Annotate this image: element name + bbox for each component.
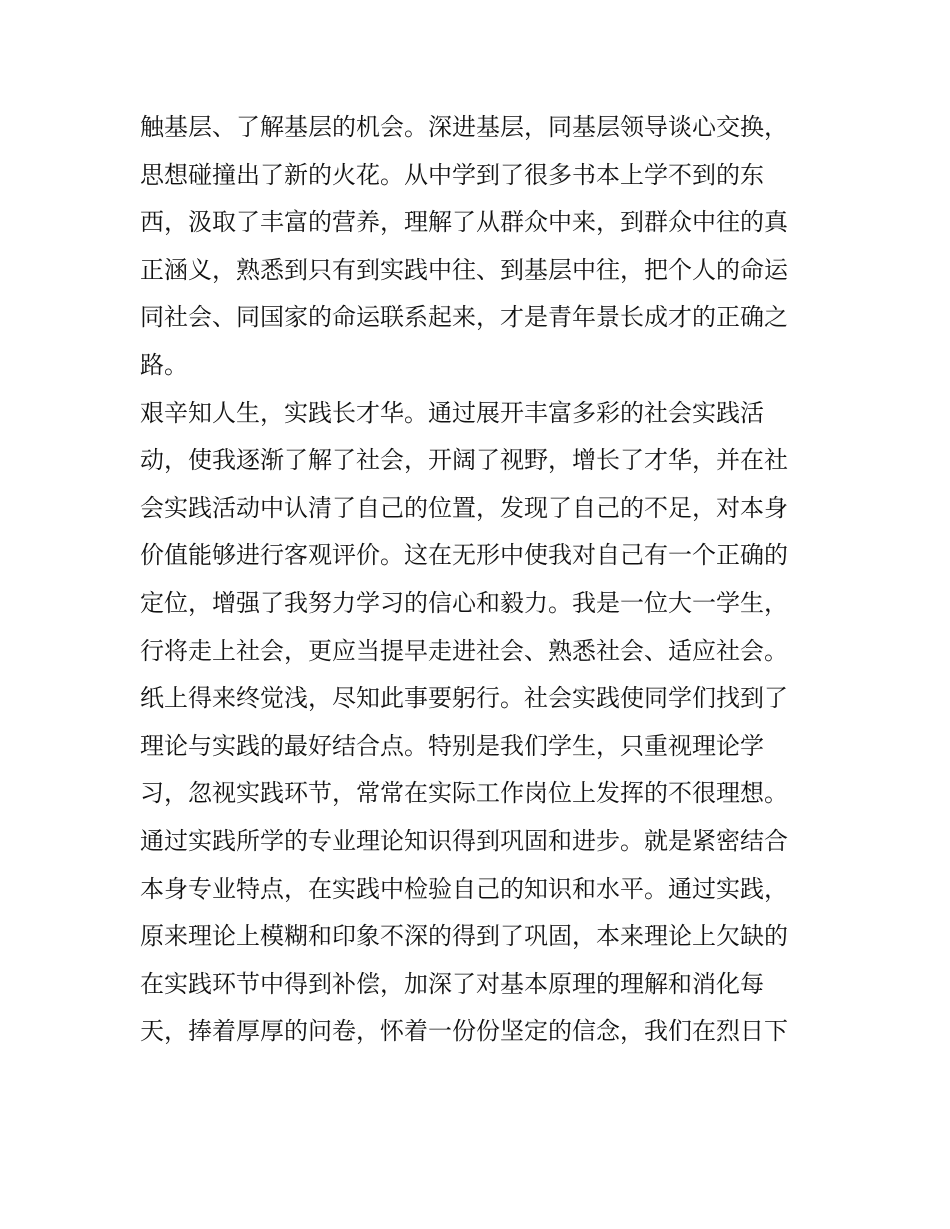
text-line: 天，捧着厚厚的问卷，怀着一份份坚定的信念，我们在烈日下	[140, 1017, 788, 1046]
text-line: 价值能够进行客观评价。这在无形中使我对自己有一个正确的	[140, 541, 788, 570]
text-line: 在实践环节中得到补偿，加深了对基本原理的理解和消化每	[140, 969, 764, 998]
text-line: 正涵义，熟悉到只有到实践中往、到基层中往，把个人的命运	[140, 255, 788, 284]
text-line: 纸上得来终觉浅，尽知此事要躬行。社会实践使同学们找到了	[140, 684, 788, 713]
body-text	[140, 104, 820, 1056]
text-line: 同社会、同国家的命运联系起来，才是青年景长成才的正确之	[140, 303, 788, 332]
text-line: 通过实践所学的专业理论知识得到巩固和进步。就是紧密结合	[140, 826, 788, 855]
text-line: 思想碰撞出了新的火花。从中学到了很多书本上学不到的东	[140, 160, 764, 189]
text-line: 理论与实践的最好结合点。特别是我们学生，只重视理论学	[140, 731, 764, 760]
text-line: 习，忽视实践环节，常常在实际工作岗位上发挥的不很理想。	[140, 779, 788, 808]
text-line: 动，使我逐渐了解了社会，开阔了视野，增长了才华，并在社	[140, 446, 788, 475]
text-line: 触基层、了解基层的机会。深进基层，同基层领导谈心交换，	[140, 113, 788, 141]
text-line: 本身专业特点，在实践中检验自己的知识和水平。通过实践，	[140, 874, 788, 903]
text-line: 会实践活动中认清了自己的位置，发现了自己的不足，对本身	[140, 493, 788, 522]
text-line: 原来理论上模糊和印象不深的得到了巩固，本来理论上欠缺的	[140, 922, 788, 951]
text-line: 艰辛知人生，实践长才华。通过展开丰富多彩的社会实践活	[140, 398, 764, 427]
text-line: 定位，增强了我努力学习的信心和毅力。我是一位大一学生，	[140, 588, 788, 617]
text-line: 路。	[140, 350, 188, 379]
text-line: 西，汲取了丰富的营养，理解了从群众中来，到群众中往的真	[140, 208, 788, 237]
text-line: 行将走上社会，更应当提早走进社会、熟悉社会、适应社会。	[140, 636, 788, 665]
